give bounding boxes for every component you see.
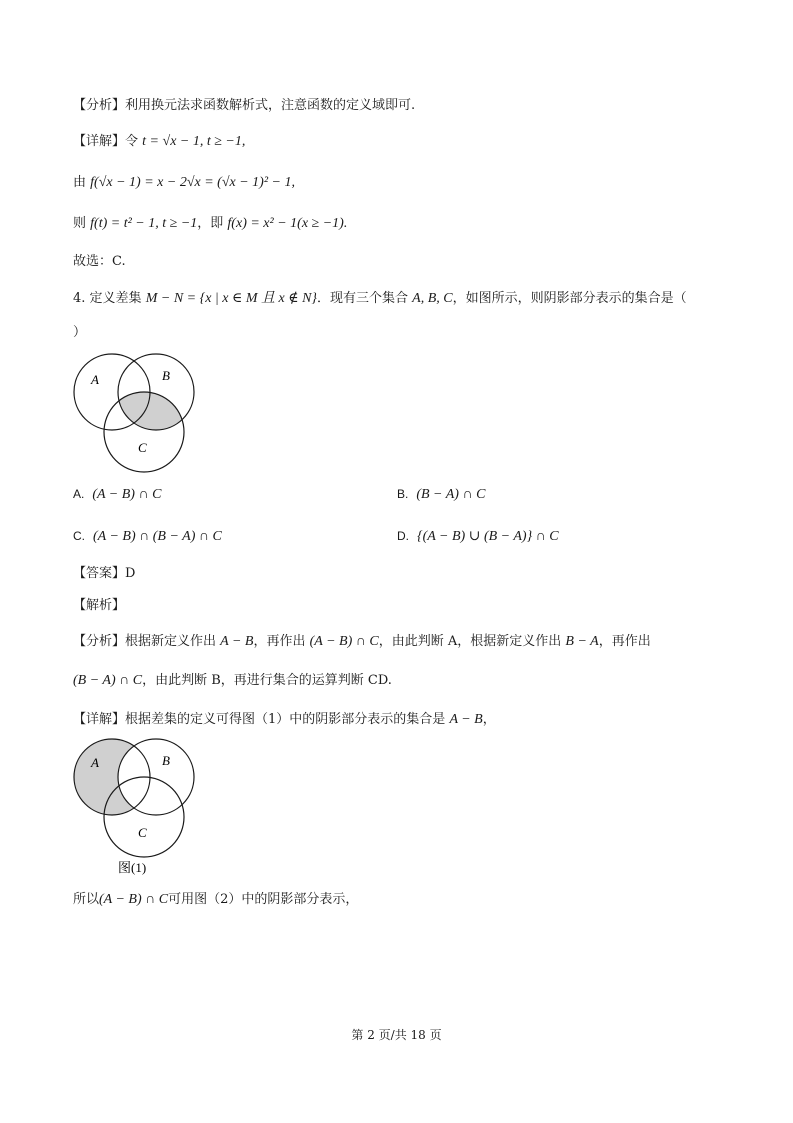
q3-choice-line xyxy=(73,252,126,272)
q3-choice: 故选：C. xyxy=(73,254,126,269)
answer-value: D xyxy=(125,566,136,581)
q3-step1-lead: 由 xyxy=(73,175,87,190)
q4-analysis-tag: 【分析】 xyxy=(73,634,126,649)
option-a[interactable] xyxy=(73,484,161,505)
option-a-expr: (A − B) ∩ C xyxy=(92,487,162,502)
q4-text2: ．现有三个集合 xyxy=(317,291,409,306)
q4-detail2-line xyxy=(73,890,358,910)
q4-analysis-t4: ，再作出 xyxy=(598,634,651,649)
q4-detail2-t2: 可用图（2）中的阴影部分表示， xyxy=(168,892,359,907)
q3-step2-expr2: f(x) = x² − 1(x ≥ −1). xyxy=(227,216,348,231)
option-c[interactable] xyxy=(73,526,222,547)
q4-detail-t1: 根据差集的定义可得图（1）中的阴影部分表示的集合是 xyxy=(125,712,446,727)
option-b-expr: (B − A) ∩ C xyxy=(416,487,486,502)
venn-diagram-figure-1 xyxy=(70,735,195,880)
detail-tag: 【详解】 xyxy=(73,134,126,149)
option-b[interactable] xyxy=(397,484,485,505)
explain-tag: 【解析】 xyxy=(73,598,126,613)
q4-question-line xyxy=(73,289,687,309)
fig1-caption: 图(1) xyxy=(118,860,147,875)
q4-detail2-t1: 所以 xyxy=(73,892,100,907)
q4-detail-t2: ， xyxy=(482,712,496,727)
q4-analysis-line2 xyxy=(73,671,392,691)
option-b-label: B. xyxy=(397,487,409,501)
venn-label-a: A xyxy=(91,372,99,387)
option-d-label: D. xyxy=(397,529,409,543)
q4-def: M − N = {x | x ∈ M 且 x ∉ N} xyxy=(145,291,318,306)
q3-detail-expr: t = √x − 1, t ≥ −1, xyxy=(142,134,246,149)
q3-detail-lead: 令 xyxy=(125,134,139,149)
q4-analysis-e2: (A − B) ∩ C xyxy=(309,634,379,649)
q4-detail-e1: A − B xyxy=(449,712,483,727)
page-footer: 第 2 页/共 18 页 xyxy=(351,1028,442,1042)
analysis-tag: 【分析】 xyxy=(73,98,126,113)
q3-step2-mid: ，即 xyxy=(197,216,224,231)
q4-text3: ，如图所示，则阴影部分表示的集合是（ xyxy=(452,291,687,306)
q4-analysis-t2: ，再作出 xyxy=(253,634,306,649)
q4-analysis-t1: 根据新定义作出 xyxy=(125,634,217,649)
q3-step2-expr1: f(t) = t² − 1, t ≥ −1 xyxy=(90,216,198,231)
venn-label-b: B xyxy=(162,368,170,383)
q3-detail-line xyxy=(73,132,245,152)
q4-analysis-e1: A − B xyxy=(220,634,254,649)
answer-line xyxy=(73,564,135,584)
q4-text1: 定义差集 xyxy=(89,291,142,306)
venn1-label-b: B xyxy=(162,753,170,768)
q4-analysis-e3: B − A xyxy=(565,634,599,649)
q4-detail2-e1: (A − B) ∩ C xyxy=(99,892,169,907)
q4-number: 4. xyxy=(73,291,86,306)
venn-diagram-question xyxy=(70,350,195,475)
venn1-label-a: A xyxy=(91,755,99,770)
option-c-expr: (A − B) ∩ (B − A) ∩ C xyxy=(93,529,222,544)
option-a-label: A. xyxy=(73,487,85,501)
explain-line xyxy=(73,596,125,616)
q4-text4: ） xyxy=(73,325,87,340)
option-c-label: C. xyxy=(73,529,85,543)
answer-tag: 【答案】 xyxy=(73,566,126,581)
q4-analysis-t5: ，由此判断 B，再进行集合的运算判断 CD. xyxy=(142,673,392,688)
q4-analysis-e4: (B − A) ∩ C xyxy=(73,673,143,688)
q3-step2-line xyxy=(73,214,347,234)
option-d[interactable] xyxy=(397,526,559,547)
q4-question-line2 xyxy=(73,323,86,343)
q3-analysis-text: 利用换元法求函数解析式，注意函数的定义域即可. xyxy=(125,98,416,113)
q4-sets: A, B, C xyxy=(412,291,453,306)
option-d-expr: {(A − B) ∪ (B − A)} ∩ C xyxy=(417,529,559,544)
venn1-label-c: C xyxy=(138,825,147,840)
q4-analysis-line1 xyxy=(73,632,651,652)
q4-analysis-t3: ，由此判断 A，根据新定义作出 xyxy=(378,634,562,649)
q4-detail-line xyxy=(73,710,496,730)
q4-detail-tag: 【详解】 xyxy=(73,712,126,727)
q3-step1-line xyxy=(73,173,295,193)
q3-step1-expr: f(√x − 1) = x − 2√x = (√x − 1)² − 1, xyxy=(90,175,295,190)
q3-analysis-line xyxy=(73,96,415,116)
venn-label-c: C xyxy=(138,440,147,455)
q3-step2-lead: 则 xyxy=(73,216,87,231)
